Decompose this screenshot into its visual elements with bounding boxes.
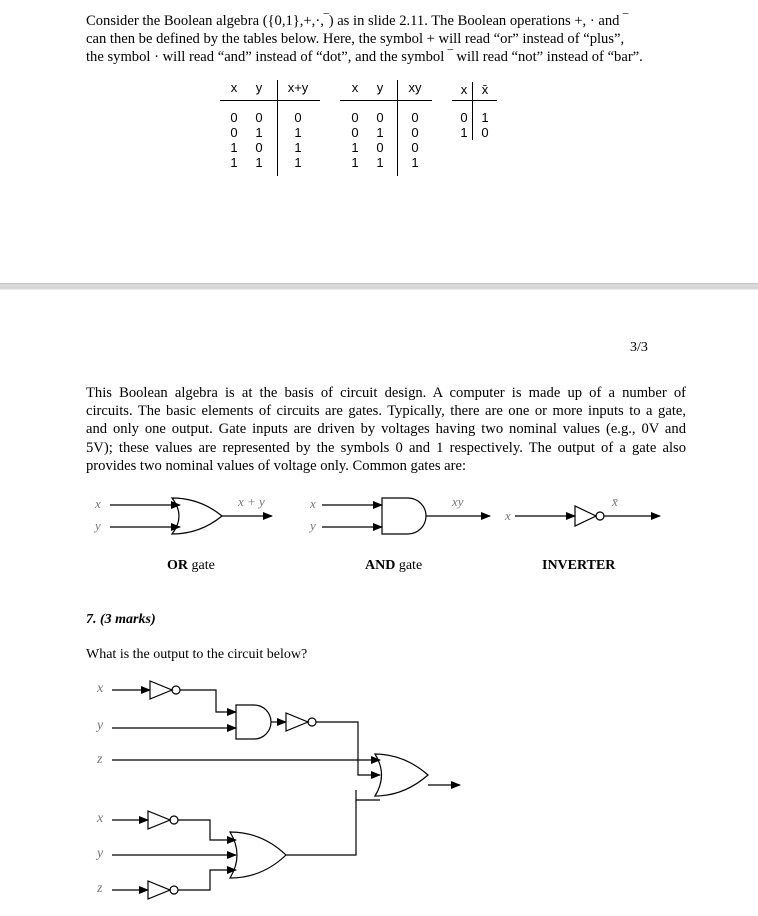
table-cell: 1 <box>230 155 238 170</box>
table-cell: 1 <box>255 125 263 140</box>
and-output: xy <box>452 494 464 509</box>
table-cell: 0 <box>351 110 359 125</box>
table-cell: 1 <box>230 140 238 155</box>
table-header: xy <box>408 80 422 95</box>
circuit-input-y: y <box>97 718 104 733</box>
body-line-5: provides two nominal values of voltage only. Common gates are: <box>86 457 467 474</box>
table-cell: 0 <box>230 125 238 140</box>
table-cell: 0 <box>411 140 419 155</box>
body-line-1: This Boolean algebra is at the basis of circuit design. A computer is made up of a number of <box>86 385 686 401</box>
body-line-3: and only one output. Gate inputs are driven by voltages having two nominal values (e.g., 0V and <box>86 421 686 438</box>
and-input-x: x <box>310 496 316 511</box>
table-cell: 0 <box>255 110 263 125</box>
table-cell: 0 <box>411 110 419 125</box>
table-cell: 1 <box>351 155 359 170</box>
table-cell: 1 <box>411 155 419 170</box>
table-cell: 0 <box>230 110 238 125</box>
inverter-input: x <box>505 508 511 523</box>
and-gate-symbol <box>322 498 490 534</box>
intro-line-2: can then be defined by the tables below. Here, the symbol + will read “or” instead of “plus”, <box>86 31 625 48</box>
table-cell: 0 <box>376 140 384 155</box>
table-cell: 1 <box>376 125 384 140</box>
circuit-input-x: x <box>97 681 104 696</box>
circuit-diagram <box>112 681 460 899</box>
question-text: What is the output to the circuit below? <box>86 647 308 662</box>
table-cell: 1 <box>255 155 263 170</box>
or-output: x + y <box>238 494 265 509</box>
table-header: x <box>230 80 238 95</box>
table-cell: 0 <box>481 125 489 140</box>
page-number: 3/3 <box>630 340 648 355</box>
circuit-input-z: z <box>97 752 103 767</box>
inverter-symbol <box>515 506 660 526</box>
intro-line-1: Consider the Boolean algebra ({0,1},+,·,‾) as in slide 2.11. The Boolean operations +, · and ‾ <box>86 13 628 29</box>
table-cell: 1 <box>376 155 384 170</box>
or-gate-caption <box>167 558 215 574</box>
intro-line-3: the symbol · will read “and” instead of “dot”, and the symbol ‾ will read “not” instead of “bar”. <box>86 49 643 66</box>
inverter-output: x̄ <box>612 494 618 509</box>
body-line-2: circuits. The basic elements of circuits are gates. Typically, there are one or more inputs to a gate, <box>86 403 686 420</box>
table-header: y <box>376 80 384 95</box>
and-input-y: y <box>310 518 316 533</box>
table-header: x+y <box>287 80 309 95</box>
table-cell: 1 <box>294 140 302 155</box>
or-input-y: y <box>95 518 101 533</box>
table-cell: 1 <box>460 125 468 140</box>
gate-word: gate <box>191 558 215 573</box>
table-cell: 1 <box>294 125 302 140</box>
table-header: x̄ <box>481 82 489 97</box>
circuit-input-x2: x <box>97 811 104 826</box>
gate-word: gate <box>398 558 423 573</box>
table-cell: 1 <box>351 140 359 155</box>
table-header: x <box>460 82 468 97</box>
table-cell: 0 <box>294 110 302 125</box>
question-number: 7. (3 marks) <box>86 612 156 627</box>
or-input-x: x <box>95 496 101 511</box>
inverter-caption: INVERTER <box>542 558 616 573</box>
circuit-input-y2: y <box>97 846 104 861</box>
table-cell: 0 <box>351 125 359 140</box>
body-line-4: 5V); these values are represented by the symbols 0 and 1 respectively. The output of a gate also <box>86 439 686 456</box>
table-cell: 0 <box>411 125 419 140</box>
table-cell: 0 <box>255 140 263 155</box>
and-gate-caption <box>365 558 422 574</box>
table-header: x <box>351 80 359 95</box>
table-header: y <box>255 80 263 95</box>
table-cell: 1 <box>481 110 489 125</box>
circuit-input-z2: z <box>97 881 103 896</box>
table-cell: 0 <box>376 110 384 125</box>
table-cell: 0 <box>460 110 468 125</box>
table-cell: 1 <box>294 155 302 170</box>
and-gate-name: AND <box>365 558 396 573</box>
or-gate-name: OR <box>167 558 188 573</box>
